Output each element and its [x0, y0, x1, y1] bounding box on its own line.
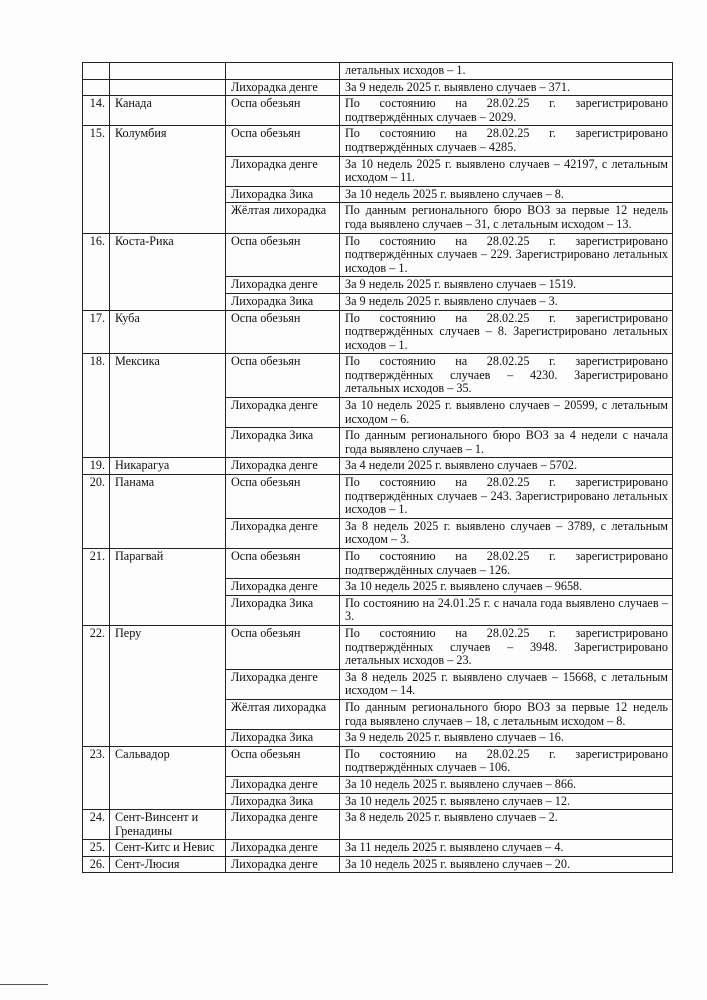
row-number: 23.: [83, 746, 110, 809]
disease-name: Лихорадка денге: [226, 856, 340, 873]
table-row: [83, 549, 673, 579]
disease-info: По данным регионального бюро ВОЗ за 4 недели с начала года выявлено случаев – 1.: [340, 428, 673, 458]
disease-name: Лихорадка денге: [226, 776, 340, 793]
disease-info: За 9 недель 2025 г. выявлено случаев – 16.: [340, 730, 673, 747]
disease-info: За 10 недель 2025 г. выявлено случаев – 20.: [340, 856, 673, 873]
disease-name: Лихорадка Зика: [226, 595, 340, 625]
disease-info: По состоянию на 28.02.25 г. зарегистрировано подтверждённых случаев – 8. Зарегистрировано летальных исходов – 1.: [340, 310, 673, 354]
disease-name: Лихорадка Зика: [226, 730, 340, 747]
row-number: 14.: [83, 96, 110, 126]
disease-name: Лихорадка Зика: [226, 428, 340, 458]
row-number: 24.: [83, 810, 110, 840]
row-number: [83, 63, 110, 80]
table-row: [83, 840, 673, 857]
disease-name: Оспа обезьян: [226, 625, 340, 669]
disease-info: По состоянию на 28.02.25 г. зарегистрировано подтверждённых случаев – 126.: [340, 549, 673, 579]
country-name: [110, 63, 226, 80]
disease-info: По состоянию на 28.02.25 г. зарегистрировано подтверждённых случаев – 2029.: [340, 96, 673, 126]
row-number: 21.: [83, 549, 110, 626]
disease-info: За 8 недель 2025 г. выявлено случаев – 15668, с летальным исходом – 14.: [340, 669, 673, 699]
disease-name: Оспа обезьян: [226, 126, 340, 156]
table-row: [83, 233, 673, 277]
epidemic-situation-table: [82, 62, 673, 873]
country-name: Сент-Винсент и Гренадины: [110, 810, 226, 840]
disease-name: Жёлтая лихорадка: [226, 203, 340, 233]
country-name: [110, 79, 226, 96]
disease-info: За 10 недель 2025 г. выявлено случаев – 8.: [340, 186, 673, 203]
row-number: 25.: [83, 840, 110, 857]
country-name: Сент-Люсия: [110, 856, 226, 873]
table-row: [83, 96, 673, 126]
table-row: [83, 310, 673, 354]
table-row: [83, 856, 673, 873]
disease-name: Лихорадка денге: [226, 458, 340, 475]
country-name: Коста-Рика: [110, 233, 226, 310]
disease-info: За 10 недель 2025 г. выявлено случаев – 12.: [340, 793, 673, 810]
table-row-continuation: [83, 63, 673, 80]
row-number: 26.: [83, 856, 110, 873]
disease-name: Оспа обезьян: [226, 354, 340, 398]
row-number: 15.: [83, 126, 110, 233]
table-body: [83, 63, 673, 873]
disease-name: [226, 63, 340, 80]
row-number: 19.: [83, 458, 110, 475]
disease-info: За 11 недель 2025 г. выявлено случаев – 4.: [340, 840, 673, 857]
row-number: 16.: [83, 233, 110, 310]
disease-info: летальных исходов – 1.: [340, 63, 673, 80]
disease-info: По состоянию на 28.02.25 г. зарегистрировано подтверждённых случаев – 106.: [340, 746, 673, 776]
disease-name: Лихорадка денге: [226, 669, 340, 699]
disease-name: Лихорадка Зика: [226, 186, 340, 203]
row-number: 20.: [83, 475, 110, 549]
disease-name: Лихорадка денге: [226, 840, 340, 857]
country-name: Панама: [110, 475, 226, 549]
country-name: Канада: [110, 96, 226, 126]
disease-info: За 10 недель 2025 г. выявлено случаев – 42197, с летальным исходом – 11.: [340, 156, 673, 186]
disease-info: По состоянию на 28.02.25 г. зарегистрировано подтверждённых случаев – 4230. Зарегистрировано летальных исходов – 35.: [340, 354, 673, 398]
disease-name: Оспа обезьян: [226, 310, 340, 354]
row-number: 17.: [83, 310, 110, 354]
disease-name: Лихорадка денге: [226, 156, 340, 186]
disease-info: По состоянию на 28.02.25 г. зарегистрировано подтверждённых случаев – 3948. Зарегистрировано летальных исходов – 23.: [340, 625, 673, 669]
table-row: [83, 625, 673, 669]
disease-info: За 9 недель 2025 г. выявлено случаев – 371.: [340, 79, 673, 96]
disease-name: Оспа обезьян: [226, 96, 340, 126]
table-row: [83, 79, 673, 96]
disease-name: Лихорадка Зика: [226, 793, 340, 810]
table-row: [83, 458, 673, 475]
disease-info: По состоянию на 28.02.25 г. зарегистрировано подтверждённых случаев – 4285.: [340, 126, 673, 156]
table-row: [83, 126, 673, 156]
disease-name: Лихорадка денге: [226, 810, 340, 840]
disease-info: За 4 недели 2025 г. выявлено случаев – 5702.: [340, 458, 673, 475]
country-name: Сент-Китс и Невис: [110, 840, 226, 857]
country-name: Колумбия: [110, 126, 226, 233]
country-name: Мексика: [110, 354, 226, 458]
disease-info: По состоянию на 28.02.25 г. зарегистрировано подтверждённых случаев – 243. Зарегистрировано летальных исходов – 1.: [340, 475, 673, 519]
disease-name: Лихорадка денге: [226, 518, 340, 548]
table-row: [83, 746, 673, 776]
disease-name: Оспа обезьян: [226, 746, 340, 776]
disease-info: За 10 недель 2025 г. выявлено случаев – 866.: [340, 776, 673, 793]
country-name: Куба: [110, 310, 226, 354]
disease-name: Лихорадка денге: [226, 398, 340, 428]
disease-name: Лихорадка денге: [226, 579, 340, 596]
page-edge-mark: [0, 984, 48, 985]
disease-info: За 9 недель 2025 г. выявлено случаев – 3.: [340, 293, 673, 310]
row-number: [83, 79, 110, 96]
disease-info: По состоянию на 24.01.25 г. с начала года выявлено случаев – 3.: [340, 595, 673, 625]
disease-name: Лихорадка денге: [226, 79, 340, 96]
row-number: 22.: [83, 625, 110, 746]
row-number: 18.: [83, 354, 110, 458]
disease-info: За 9 недель 2025 г. выявлено случаев – 1519.: [340, 277, 673, 294]
disease-name: Лихорадка Зика: [226, 293, 340, 310]
disease-name: Жёлтая лихорадка: [226, 699, 340, 729]
disease-info: За 8 недель 2025 г. выявлено случаев – 3789, с летальным исходом – 3.: [340, 518, 673, 548]
disease-name: Оспа обезьян: [226, 475, 340, 519]
disease-info: По данным регионального бюро ВОЗ за первые 12 недель года выявлено случаев – 31, с летальным исходом – 13.: [340, 203, 673, 233]
country-name: Сальвадор: [110, 746, 226, 809]
disease-info: За 8 недель 2025 г. выявлено случаев – 2.: [340, 810, 673, 840]
disease-name: Лихорадка денге: [226, 277, 340, 294]
disease-info: По данным регионального бюро ВОЗ за первые 12 недель года выявлено случаев – 18, с летальным исходом – 8.: [340, 699, 673, 729]
disease-name: Оспа обезьян: [226, 549, 340, 579]
table-row: [83, 810, 673, 840]
table-row: [83, 354, 673, 398]
disease-info: По состоянию на 28.02.25 г. зарегистрировано подтверждённых случаев – 229. Зарегистрировано летальных исходов – 1.: [340, 233, 673, 277]
country-name: Перу: [110, 625, 226, 746]
disease-name: Оспа обезьян: [226, 233, 340, 277]
country-name: Парагвай: [110, 549, 226, 626]
disease-info: За 10 недель 2025 г. выявлено случаев – 20599, с летальным исходом – 6.: [340, 398, 673, 428]
country-name: Никарагуа: [110, 458, 226, 475]
disease-info: За 10 недель 2025 г. выявлено случаев – 9658.: [340, 579, 673, 596]
table-row: [83, 475, 673, 519]
